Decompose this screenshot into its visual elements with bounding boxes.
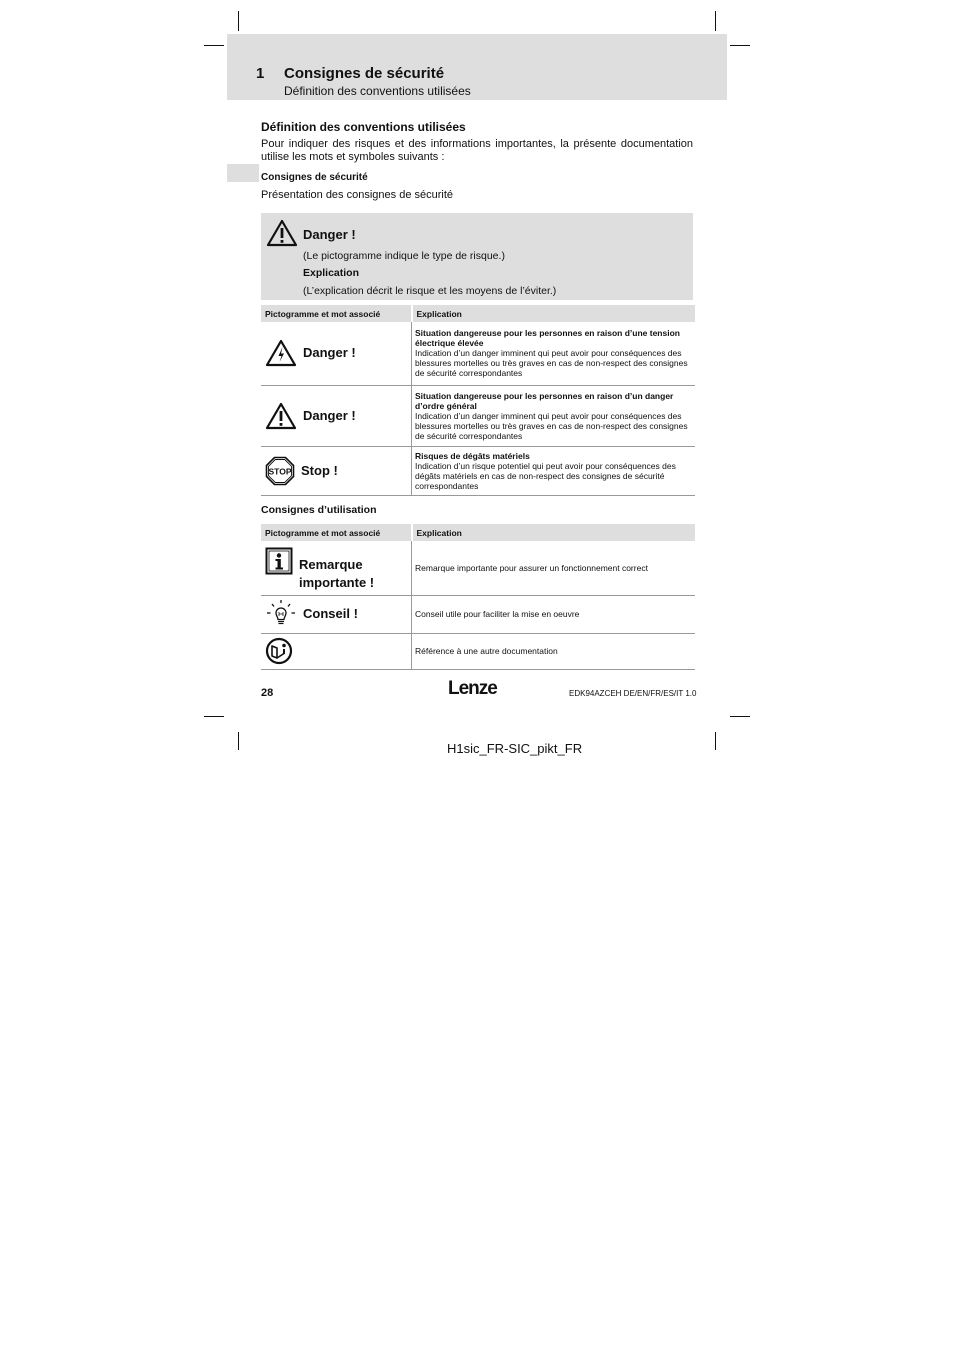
- chapter-number: 1: [256, 65, 265, 82]
- chapter-title: Consignes de sécurité: [284, 65, 445, 82]
- crop-mark: [715, 732, 716, 750]
- example-box-line: (Le pictogramme indique le type de risque.): [303, 250, 505, 262]
- pictogram-cell: [261, 385, 412, 446]
- pictogram-cell: [261, 446, 412, 495]
- table-row: [261, 633, 695, 669]
- crop-mark: [204, 716, 224, 717]
- pictogram-cell: [261, 541, 412, 595]
- warning-triangle-icon: [266, 219, 298, 247]
- explanation-text: Indication d’un danger imminent qui peut avoir pour conséquences des blessures mortelles ou très graves en cas de non-respect des consignes de sécurité correspondantes: [415, 410, 688, 441]
- column-header: Pictogramme et mot associé: [261, 305, 412, 322]
- explanation-text: Remarque importante pour assurer un fonctionnement correct: [412, 541, 696, 595]
- example-box-line: Explication: [303, 267, 360, 279]
- pictogram-cell: [261, 595, 412, 633]
- explanation-text: Indication d’un risque potentiel qui peut avoir pour conséquences des dégâts matériels en cas de non-respect des consignes de sécurité correspondantes: [415, 460, 676, 491]
- file-code: H1sic_FR-SIC_pikt_FR: [447, 741, 583, 756]
- crop-mark: [730, 716, 750, 717]
- signal-word: Remarque: [299, 557, 363, 573]
- table-row: [261, 446, 695, 495]
- lightbulb-icon: [265, 599, 297, 629]
- signal-word: importante !: [299, 575, 375, 591]
- pictogram-cell: [261, 322, 412, 385]
- section-intro: Pour indiquer des risques et des informations importantes, la présente documentation utilise les mots et symboles suivants :: [261, 138, 693, 163]
- chapter-subtitle: Définition des conventions utilisées: [284, 84, 471, 98]
- signal-word: Stop !: [301, 462, 338, 478]
- stop-icon: [265, 456, 295, 486]
- safety-heading: Consignes de sécurité: [261, 172, 368, 183]
- section-title: Définition des conventions utilisées: [261, 120, 466, 134]
- stop-icon-text: STOP: [268, 466, 292, 476]
- electric-hazard-icon: [265, 339, 297, 367]
- general-danger-icon: [265, 402, 297, 430]
- crop-mark: [715, 11, 716, 31]
- usage-heading: Consignes d’utilisation: [261, 504, 377, 516]
- pictogram-cell: [261, 633, 412, 669]
- info-icon: [265, 547, 293, 575]
- example-box-line: (L’explication décrit le risque et les moyens de l’éviter.): [303, 285, 557, 297]
- crop-mark: [238, 11, 239, 31]
- table-row: [261, 541, 695, 595]
- explanation-title: Situation dangereuse pour les personnes en raison d’une tension électrique élevée: [415, 328, 680, 349]
- signal-word: Danger !: [303, 407, 356, 423]
- column-header: Pictogramme et mot associé: [261, 524, 412, 541]
- document-reference: EDK94AZCEH DE/EN/FR/ES/IT 1.0: [569, 689, 697, 698]
- explanation-title: Situation dangereuse pour les personnes en raison d’un danger d’ordre général: [415, 390, 674, 411]
- usage-table: [261, 524, 695, 670]
- explanation-cell: [412, 322, 696, 385]
- table-row: [261, 595, 695, 633]
- crop-mark: [730, 45, 750, 46]
- table-row: [261, 322, 695, 385]
- safety-presentation: Présentation des consignes de sécurité: [261, 189, 454, 201]
- column-header: Explication: [412, 524, 696, 541]
- table-header-row: [261, 524, 695, 541]
- example-box-title: Danger !: [303, 227, 356, 242]
- explanation-title: Risques de dégâts matériels: [415, 450, 530, 461]
- table-header-row: [261, 305, 695, 322]
- column-header: Explication: [412, 305, 696, 322]
- signal-word: Danger !: [303, 345, 356, 361]
- signal-word: Conseil !: [303, 606, 358, 621]
- explanation-text: Conseil utile pour faciliter la mise en oeuvre: [412, 595, 696, 633]
- explanation-text: Indication d’un danger imminent qui peut avoir pour conséquences des blessures mortelles ou très graves en cas de non-respect des consignes de sécurité correspondantes: [415, 348, 688, 379]
- page-number: 28: [261, 687, 274, 699]
- explanation-text: Référence à une autre documentation: [412, 633, 696, 669]
- safety-table: [261, 305, 695, 496]
- explanation-cell: [412, 385, 696, 446]
- table-row: [261, 385, 695, 446]
- crop-mark: [238, 732, 239, 750]
- brand-logo: Lenze: [448, 678, 497, 699]
- reference-icon: [265, 637, 293, 665]
- explanation-cell: [412, 446, 696, 495]
- side-tab: [227, 164, 259, 182]
- crop-mark: [204, 45, 224, 46]
